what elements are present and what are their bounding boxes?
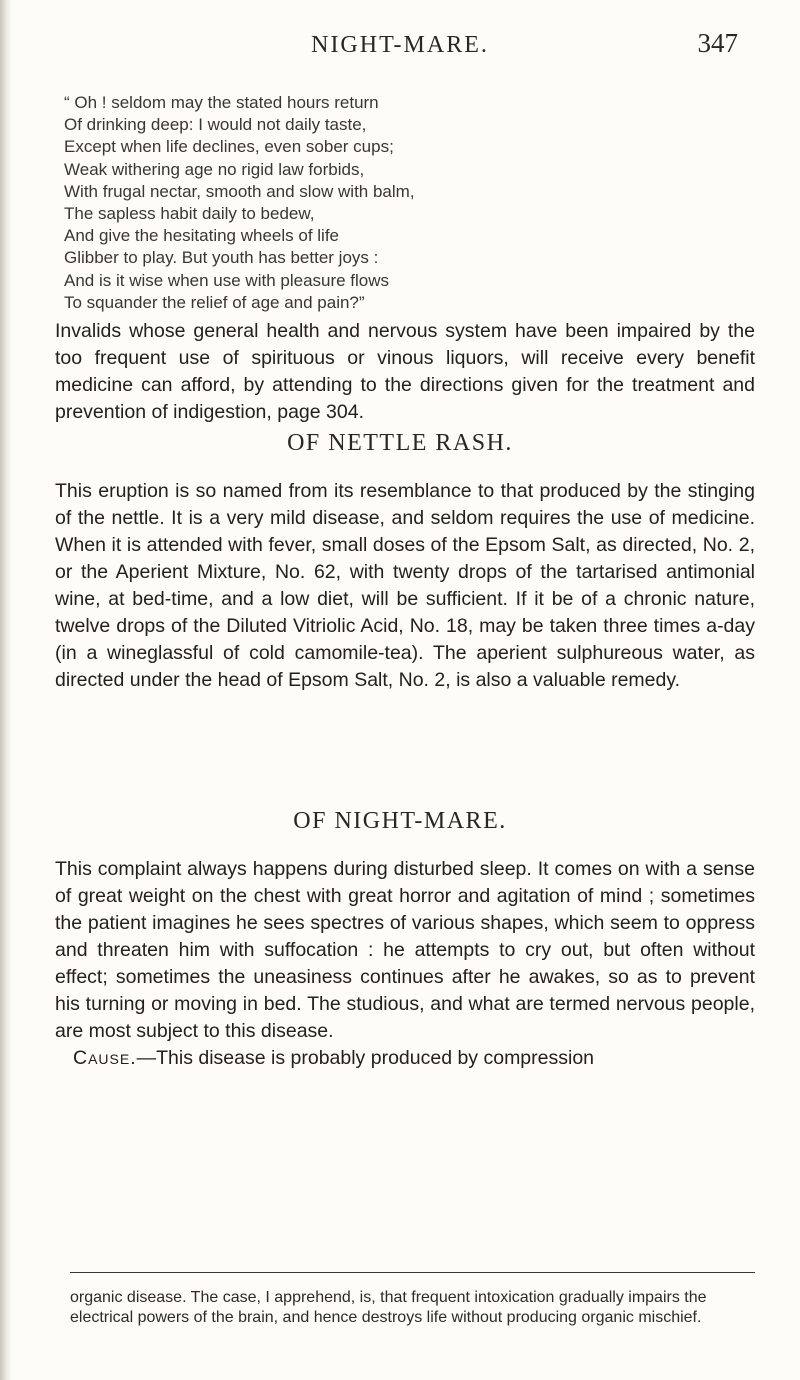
poem-line: Weak withering age no rigid law forbids, xyxy=(64,159,365,179)
page-spine-shadow xyxy=(0,0,12,1380)
cause-paragraph xyxy=(55,1045,755,1072)
paragraph-text: This complaint always happens during disturbed sleep. It comes on with a sense of great weight on the chest with great horror and agitation of mind ; sometimes the patient imagines he sees spectres of various shapes, which seem to oppress and threaten him with suffocation : he attempts to cry out, but often without effect; sometimes the uneasiness continues after he awakes, so as to prevent his turning or moving in bed. The studious, and what are termed nervous people, are most subject to this disease. xyxy=(55,858,755,1042)
page-number: 347 xyxy=(697,28,738,58)
poem-line: To squander the relief of age and pain?” xyxy=(64,292,365,312)
footnote-divider xyxy=(70,1272,755,1273)
nettle-rash-paragraph xyxy=(55,478,755,694)
poem-line: Of drinking deep: I would not daily taste, xyxy=(64,115,367,135)
section-heading-night-mare: OF NIGHT-MARE. xyxy=(293,808,507,834)
night-mare-paragraph xyxy=(55,856,755,1072)
poem-line: And is it wise when use with pleasure flows xyxy=(64,270,390,290)
invalids-paragraph xyxy=(55,318,755,426)
paragraph-text: Invalids whose general health and nervous system have been impaired by the too frequent use of spirituous or vinous liquors, will receive every benefit medicine can afford, by attending to the directions given for the treatment and prevention of indigestion, page 304. xyxy=(55,320,755,423)
cause-label: Cause. xyxy=(73,1047,137,1069)
poem-line: And give the hesitating wheels of life xyxy=(64,226,340,246)
poem-line: The sapless habit daily to bedew, xyxy=(64,204,315,224)
poem-line: “ Oh ! seldom may the stated hours return xyxy=(64,93,379,112)
cause-text: —This disease is probably produced by compression xyxy=(136,1047,595,1069)
page-header xyxy=(0,24,800,64)
poem-line: With frugal nectar, smooth and slow with balm, xyxy=(64,181,415,201)
footnote: organic disease. The case, I apprehend, is, that frequent intoxication gradually impairs the electrical powers of the brain, and hence destroys life without producing organic mischief. xyxy=(70,1289,707,1326)
running-head: NIGHT-MARE. xyxy=(311,32,489,58)
poem-line: Except when life declines, even sober cups; xyxy=(64,137,394,157)
paragraph-text: This eruption is so named from its resemblance to that produced by the stinging of the nettle. It is a very mild disease, and seldom requires the use of medicine. When it is attended with fever, small doses of the Epsom Salt, as directed, No. 2, or the Aperient Mixture, No. 62, with twenty drops of the tartarised antimonial wine, at bed-time, and a low diet, will be sufficient. If it be of a chronic nature, twelve drops of the Diluted Vitriolic Acid, No. 18, may be taken three times a-day (in a wineglassful of cold camomile-tea). The aperient sulphureous water, as directed under the head of Epsom Salt, No. 2, is also a valuable remedy. xyxy=(55,480,755,691)
section-heading-nettle-rash: OF NETTLE RASH. xyxy=(287,430,513,456)
poem-line: Glibber to play. But youth has better joys : xyxy=(64,248,379,268)
poem-quotation xyxy=(64,92,764,314)
